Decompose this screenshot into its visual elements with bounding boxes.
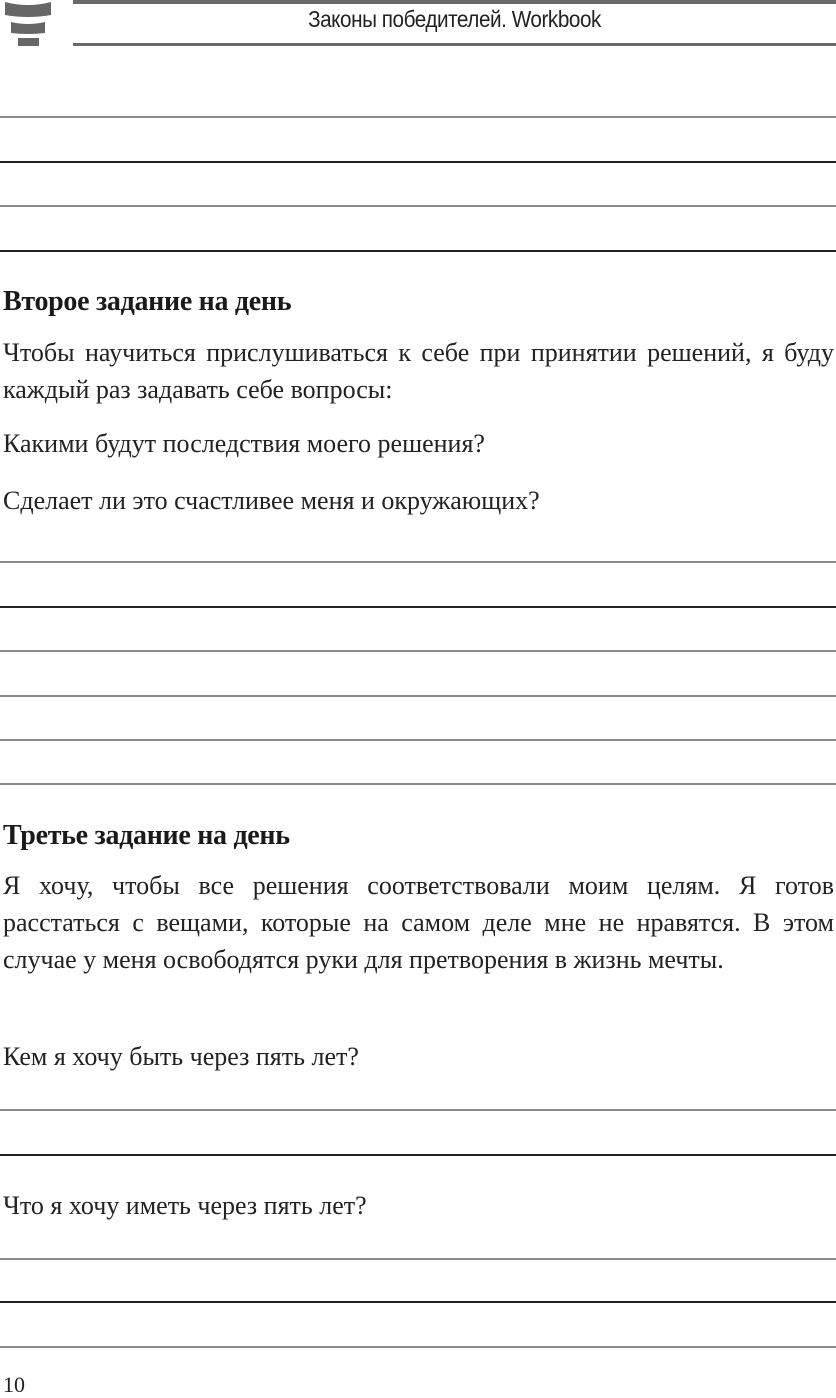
writing-line xyxy=(0,205,836,207)
writing-line xyxy=(0,561,836,563)
writing-line xyxy=(0,739,836,741)
header-bottom-rule xyxy=(73,43,836,46)
writing-line xyxy=(0,161,836,163)
writing-line xyxy=(0,1109,836,1111)
running-header-title: Законы победителей. Workbook xyxy=(308,6,601,32)
writing-line xyxy=(0,1258,836,1260)
section-heading-second-task: Второе задание на день xyxy=(3,286,292,317)
question-happiness: Сделает ли это счастливее меня и окружающих? xyxy=(3,486,540,515)
question-consequences: Какими будут последствия моего решения? xyxy=(3,429,485,458)
writing-line xyxy=(0,1346,836,1348)
header-top-rule xyxy=(73,0,836,4)
writing-line xyxy=(0,250,836,252)
writing-line xyxy=(0,116,836,118)
writing-line xyxy=(0,606,836,608)
question-who-in-five-years: Кем я хочу быть через пять лет? xyxy=(3,1042,359,1071)
writing-line xyxy=(0,783,836,785)
writing-line xyxy=(0,650,836,652)
writing-line xyxy=(0,1154,836,1156)
page-number: 10 xyxy=(3,1372,25,1397)
writing-line xyxy=(0,1301,836,1303)
writing-line xyxy=(0,695,836,697)
paragraph-intro: Чтобы научиться прислушиваться к себе при принятии решений, я буду каждый раз задавать себе вопросы: xyxy=(3,338,834,404)
paragraph-goals: Я хочу, чтобы все решения соответствовали моим целям. Я готов расстаться с вещами, которые на самом деле мне не нравятся. В этом случае у меня освободятся руки для претворения в жизнь мечты. xyxy=(3,871,834,974)
question-what-in-five-years: Что я хочу иметь через пять лет? xyxy=(3,1191,367,1220)
section-heading-third-task: Третье задание на день xyxy=(3,820,290,851)
stacked-bars-logo-icon xyxy=(3,0,53,48)
